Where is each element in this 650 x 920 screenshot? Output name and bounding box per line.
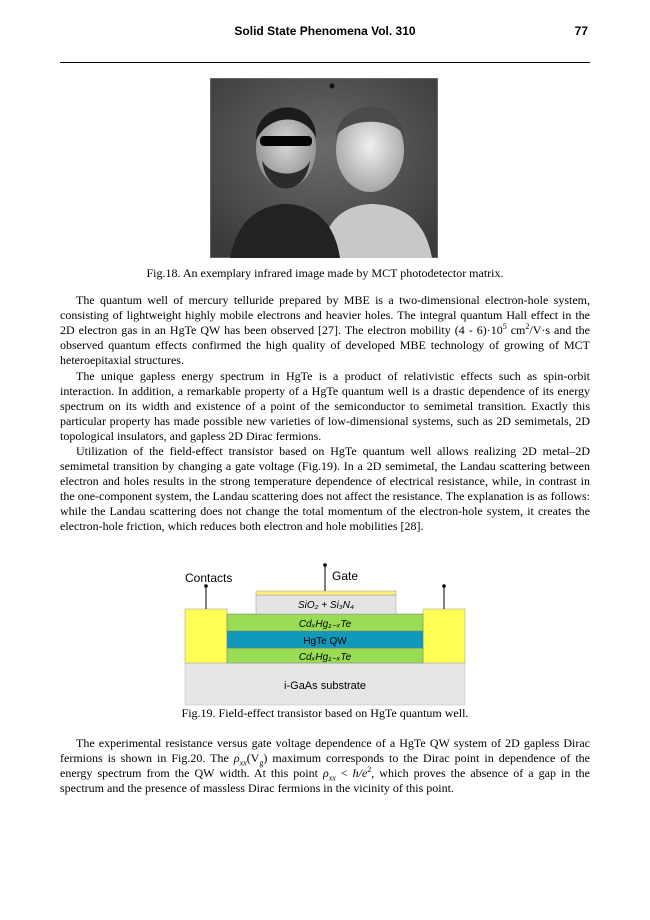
gate-label: Gate xyxy=(332,569,359,583)
paragraph-2: The unique gapless energy spectrum in HgTe is a product of relativistic effects such as spin-orbit interaction. In addition, a remarkable property of a HgTe quantum well is a drastic dependence of its energy spectrum on its width and existence of a point of the semiconductor to semimetal transition. Exactly this particular property has made possible new varieties of low-dimensional systems, such as 2D semimetals, 2D topological insulators, and gapless 2D Dirac fermions. xyxy=(60,369,590,444)
fig18-caption: Fig.18. An exemplary infrared image made by MCT photodetector matrix. xyxy=(146,266,504,280)
paragraph-1: The quantum well of mercury telluride prepared by MBE is a two-dimensional electron-hole system, consisting of lightweight highly mobile electrons and heavier holes. The integral quantum Hall effect in the 2D electron gas in an HgTe QW has been observed [27]. The electron mobility $(4 - 6)\cdot 10^5$ $cm^2/V\cdot s$ and the observed quantum effects confirmed the high quality of developed MBE technology of growing of MCT heteroepitaxial structures. xyxy=(60,293,591,368)
substrate-label: i-GaAs substrate xyxy=(284,680,366,692)
right-contact xyxy=(423,609,465,663)
contacts-label: Contacts xyxy=(185,571,233,585)
sunglasses xyxy=(260,136,312,146)
barrier-top-label: CdₓHg₁₋ₓTe xyxy=(298,619,352,630)
left-contact xyxy=(185,609,227,663)
journal-title: Solid State Phenomena Vol. 310 xyxy=(234,24,416,38)
paragraph-3: Utilization of the field-effect transistor based on HgTe quantum well allows realizing 2D metal–2D semimetal transition by changing a gate voltage (Fig.19). In a 2D semimetal, the Landau scattering between electron and holes results in the strong temperature dependence of electrical resistance, while, in contrast in the one-component system, the Landau scattering does not affect the resistance. The explanation is as follows: while the Landau scattering does not change the total momentum of the electron-hole system, it creates the electron-hole friction, which reduces both electron and hole mobilities [28]. xyxy=(60,444,590,534)
quantum-well-label: HgTe QW xyxy=(303,636,347,647)
right-contact-terminal xyxy=(442,584,446,588)
paragraph-4: The experimental resistance versus gate voltage dependence of a HgTe QW system of 2D gapless Dirac fermions is shown in Fig.20. The $\rho_{xx}(V_g)$ maximum corresponds to the Dirac point in dependence of the energy spectrum from the QW width. At this point $\rho_{xx} < h/e^2$, which proves the absence of a gap in the spectrum and the presence of massless Dirac fermions in the vicinity of this point. xyxy=(60,736,590,796)
page-header xyxy=(60,24,590,42)
gate-metal xyxy=(256,591,396,595)
header-rule xyxy=(60,62,590,63)
fig19-caption: Fig.19. Field-effect transistor based on HgTe quantum well. xyxy=(181,706,469,720)
infrared-photo xyxy=(210,78,438,258)
gate-terminal xyxy=(323,563,327,567)
fet-diagram xyxy=(180,560,470,710)
barrier-bottom-label: CdₓHg₁₋ₓTe xyxy=(298,652,352,663)
dielectric-label: SiO₂ + Si₃N₄ xyxy=(298,600,354,611)
page-number: 77 xyxy=(574,24,588,38)
